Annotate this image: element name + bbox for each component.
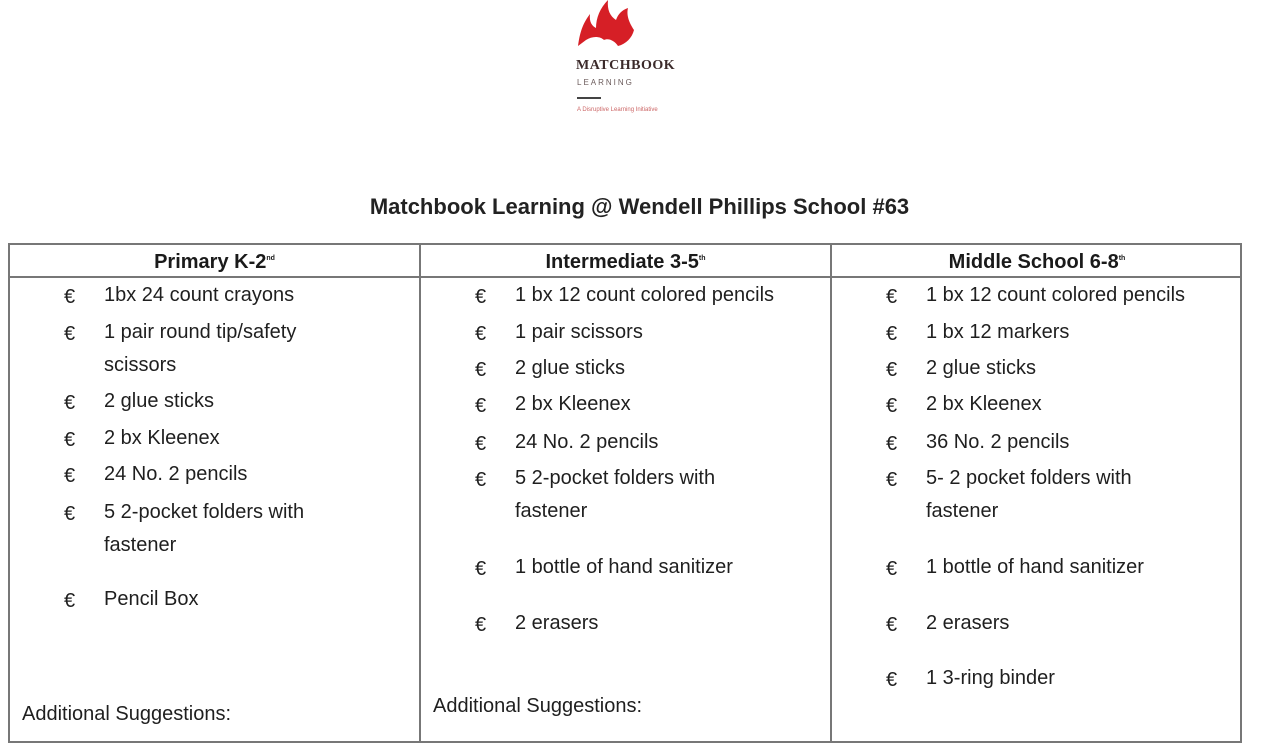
supply-list-item [515, 551, 824, 584]
bullet-icon: € [64, 465, 76, 487]
supply-item-line: 2 bx Kleenex [515, 393, 631, 415]
bullet-icon: € [475, 558, 487, 580]
supply-item-line: 5- 2 pocket folders with [926, 467, 1132, 489]
column-divider [830, 245, 832, 741]
supply-item-line: 1 bottle of hand sanitizer [926, 556, 1144, 578]
supply-item-line: 1 pair round tip/safety [104, 321, 297, 343]
additional-suggestions-label: Additional Suggestions: [433, 695, 643, 717]
bullet-icon: € [475, 614, 487, 636]
bullet-icon: € [475, 395, 487, 417]
supply-item-line: scissors [104, 354, 177, 376]
column-heading [10, 251, 419, 274]
bullet-icon: € [886, 323, 898, 345]
logo-brand: MATCHBOOK [576, 58, 676, 73]
bullet-icon: € [64, 590, 76, 612]
supply-item-line: 1 bx 12 markers [926, 321, 1070, 343]
supply-list-item [515, 352, 824, 385]
supply-item-line: 2 erasers [926, 612, 1010, 634]
supply-item-line: 1 3-ring binder [926, 667, 1055, 689]
supply-list-item [926, 388, 1236, 421]
column-heading [832, 251, 1242, 274]
supply-item-line: 1 bottle of hand sanitizer [515, 556, 733, 578]
supply-item-line: 5 2-pocket folders with [515, 467, 716, 489]
supply-list-item [104, 422, 413, 455]
supply-item-line: 2 bx Kleenex [104, 427, 220, 449]
supply-list-item [515, 426, 824, 459]
additional-suggestions-label: Additional Suggestions: [22, 703, 232, 725]
supply-list-item [926, 607, 1236, 640]
bullet-icon: € [886, 286, 898, 308]
supply-list-item [515, 316, 824, 349]
supply-item-line: 2 glue sticks [515, 357, 626, 379]
bullet-icon: € [886, 614, 898, 636]
supply-list-item [926, 279, 1236, 312]
supply-item-line: 1 bx 12 count colored pencils [926, 284, 1186, 306]
bullet-icon: € [886, 433, 898, 455]
bullet-icon: € [64, 323, 76, 345]
supply-item-line: 2 bx Kleenex [926, 393, 1042, 415]
supply-item-line: 2 erasers [515, 612, 599, 634]
supply-item-line: 5 2-pocket folders with [104, 501, 305, 523]
supply-list-item [926, 316, 1236, 349]
supply-list-item [515, 279, 824, 312]
supply-list-item [926, 426, 1236, 459]
bullet-icon: € [475, 469, 487, 491]
supply-item-line: 2 glue sticks [926, 357, 1037, 379]
supply-list-item [104, 496, 413, 562]
header-divider [10, 276, 1240, 278]
supply-item-line: Pencil Box [104, 588, 199, 610]
supply-item-line: 36 No. 2 pencils [926, 431, 1070, 453]
supply-list-item [104, 583, 413, 616]
supply-item-line: 2 glue sticks [104, 390, 215, 412]
flame-logo-icon [574, 0, 636, 50]
bullet-icon: € [64, 392, 76, 414]
matchbook-logo [560, 0, 720, 120]
supply-item-line: 24 No. 2 pencils [104, 463, 248, 485]
supply-list-item [515, 462, 824, 528]
supply-item-line: 1bx 24 count crayons [104, 284, 295, 306]
bullet-icon: € [64, 286, 76, 308]
supply-list-item [926, 662, 1236, 695]
bullet-icon: € [475, 433, 487, 455]
bullet-icon: € [886, 359, 898, 381]
bullet-icon: € [475, 286, 487, 308]
column-heading-text: Intermediate 3-5 [545, 251, 699, 273]
supply-item-line: fastener [515, 500, 588, 522]
bullet-icon: € [886, 469, 898, 491]
column-heading [421, 251, 830, 274]
supply-item-line: 1 pair scissors [515, 321, 643, 343]
logo-subtitle: LEARNING [577, 78, 634, 87]
column-heading-text: Middle School 6-8 [948, 251, 1119, 273]
supply-item-line: 1 bx 12 count colored pencils [515, 284, 775, 306]
column-heading-text: Primary K-2 [154, 251, 267, 273]
column-divider [419, 245, 421, 741]
bullet-icon: € [64, 503, 76, 525]
column-heading-suffix: th [1118, 255, 1126, 262]
supply-item-line: fastener [926, 500, 999, 522]
bullet-icon: € [886, 558, 898, 580]
supply-list-item [926, 462, 1236, 528]
supply-list-item [104, 458, 413, 491]
bullet-icon: € [886, 395, 898, 417]
bullet-icon: € [64, 429, 76, 451]
supply-item-line: 24 No. 2 pencils [515, 431, 659, 453]
supply-list-item [104, 279, 413, 312]
supply-list-item [104, 316, 413, 382]
logo-tagline: A Disruptive Learning Initiative [577, 107, 658, 113]
column-heading-suffix: nd [266, 255, 275, 262]
logo-rule [577, 97, 601, 99]
supply-list-item [104, 385, 413, 418]
supply-list-item [515, 388, 824, 421]
document-title: Matchbook Learning @ Wendell Phillips School #63 [369, 194, 910, 219]
supply-list-item [926, 551, 1236, 584]
column-heading-suffix: th [698, 255, 706, 262]
bullet-icon: € [475, 359, 487, 381]
supply-list-item [515, 607, 824, 640]
bullet-icon: € [475, 323, 487, 345]
supply-list-item [926, 352, 1236, 385]
supply-table [8, 243, 1242, 743]
supply-item-line: fastener [104, 534, 177, 556]
bullet-icon: € [886, 669, 898, 691]
